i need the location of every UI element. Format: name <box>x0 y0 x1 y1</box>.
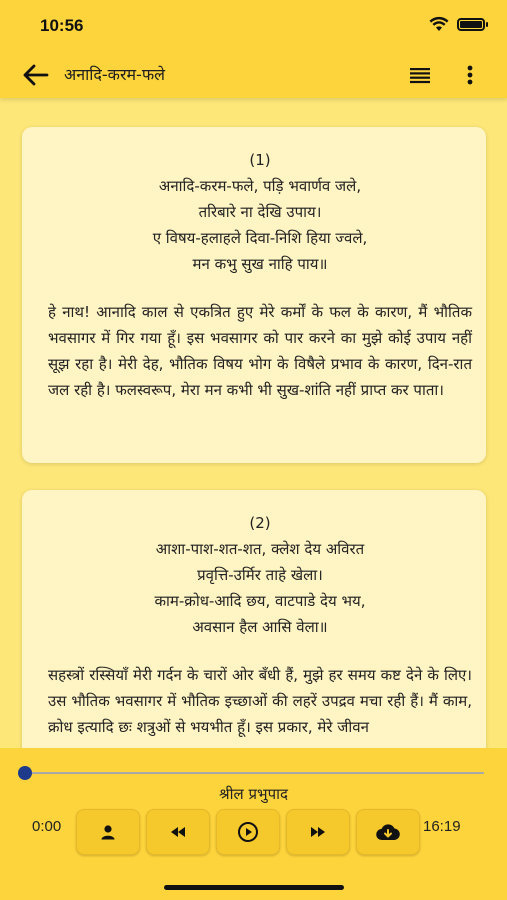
rewind-button[interactable] <box>146 809 210 855</box>
top-app-bar <box>0 0 507 98</box>
play-icon <box>237 821 259 843</box>
arrow-left-icon <box>21 63 49 87</box>
fast-forward-button[interactable] <box>286 809 350 855</box>
verse-line: तरिबारे ना देखि उपाय। <box>198 203 322 221</box>
list-button[interactable] <box>406 62 434 88</box>
verse-line: अवसान हैल आसि वेला॥ <box>192 618 328 636</box>
verse-line: ए विषय-हलाहले दिवा-निशि हिया ज्वले, <box>152 229 368 247</box>
verse-line: मन कभु सुख नाहि पाय॥ <box>192 255 328 273</box>
total-time: 16:19 <box>423 818 461 835</box>
status-time: 10:56 <box>40 16 84 35</box>
verse-line: काम-क्रोध-आदि छय, वाटपाडे देय भय, <box>154 592 366 610</box>
verse-line: अनादि-करम-फले, पड़ि भवार्णव जले, <box>158 177 362 195</box>
lyrics-content[interactable] <box>0 98 507 748</box>
home-indicator <box>164 885 344 890</box>
verse-number: (2) <box>249 514 271 532</box>
more-vertical-icon <box>466 64 474 86</box>
play-button[interactable] <box>216 809 280 855</box>
current-time: 0:00 <box>32 818 62 835</box>
fast-forward-icon <box>308 825 328 839</box>
download-button[interactable] <box>356 809 420 855</box>
more-options-button[interactable] <box>458 62 482 88</box>
artist-info-button[interactable] <box>76 809 140 855</box>
verse-line: आशा-पाश-शत-शत, क्लेश देय अविरत <box>155 540 365 558</box>
verse-number: (1) <box>249 151 271 169</box>
battery-icon <box>457 18 485 31</box>
person-icon <box>99 823 117 841</box>
list-icon <box>408 65 432 85</box>
verse-card <box>22 127 486 463</box>
rewind-icon <box>168 825 188 839</box>
progress-knob[interactable] <box>18 766 32 780</box>
verse-card <box>22 490 486 748</box>
verse-translation: हे नाथ! आनादि काल से एकत्रित हुए मेरे कर्मों के फल के कारण, मैं भौतिक भवसागर में गिर गया हूँ। इस भवसागर को पार करने का मुझे कोई उपाय नहीं सूझ रहा है। मेरी देह, भौतिक विषय भोग के विषैले प्रभाव के कारण, दिन-रात जल रही है। फलस्वरूप, मेरा मन कभी भी सुख-शांति नहीं प्राप्त कर पाता। <box>48 303 472 399</box>
page-title: अनादि-करम-फले <box>64 65 166 84</box>
audio-player <box>0 748 507 900</box>
artist-name: श्रील प्रभुपाद <box>219 785 288 803</box>
progress-track[interactable] <box>24 772 484 774</box>
cloud-download-icon <box>375 822 401 842</box>
verse-line: प्रवृत्ति-उर्मिर ताहे खेला। <box>197 566 323 584</box>
wifi-icon <box>429 16 449 32</box>
back-button[interactable] <box>20 62 50 88</box>
status-icons <box>429 16 485 32</box>
verse-translation: सहस्त्रों रस्सियाँ मेरी गर्दन के चारों ओर बँधी हैं, मुझे हर समय कष्ट देने के लिए। उस भौतिक भवसागर में भौतिक इच्छाओं की लहरें उपद्रव मचा रही हैं। मैं काम, क्रोध इत्यादि छः शत्रुओं से भयभीत हूँ। इस प्रकार, मेरे जीवन <box>48 666 472 736</box>
